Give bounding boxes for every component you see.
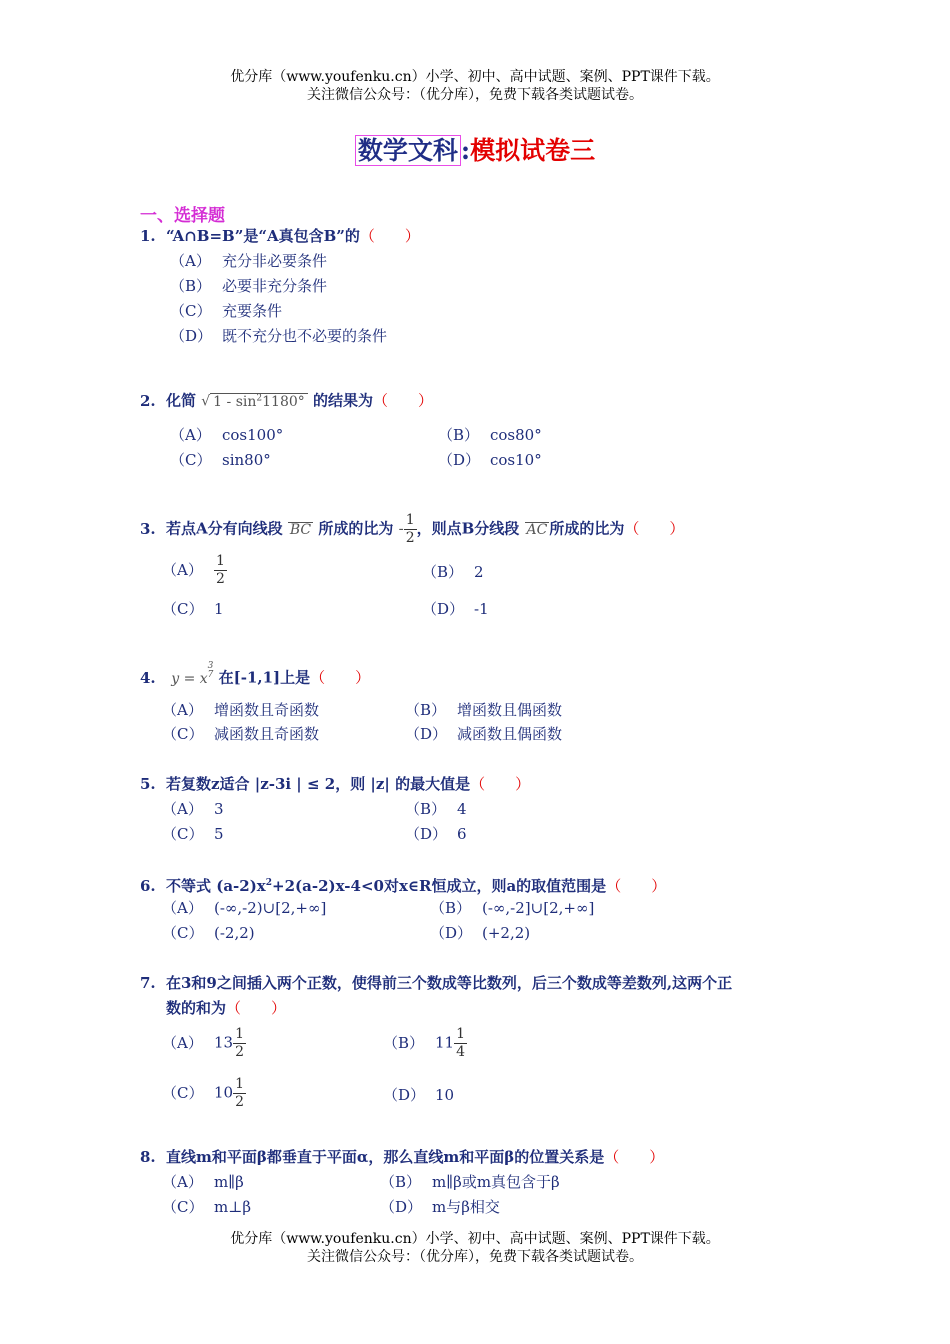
- option-b: [383, 1026, 467, 1061]
- option-a: [162, 799, 224, 819]
- option-label: （B）: [170, 277, 212, 295]
- exp-denominator: 7: [207, 670, 214, 680]
- option-d: [405, 824, 467, 844]
- answer-paren: （ ）: [310, 668, 371, 687]
- question-number: 6.: [140, 877, 156, 895]
- question-7: [140, 973, 732, 993]
- option-b: [430, 898, 594, 918]
- fraction: [233, 1076, 246, 1111]
- option-b: [422, 562, 484, 582]
- question-6: [140, 873, 666, 896]
- option-text: 减函数且偶函数: [457, 725, 563, 743]
- option-d: [438, 450, 542, 470]
- question-number: 2.: [140, 391, 156, 410]
- fraction: [404, 512, 417, 547]
- answer-paren: （ ）: [606, 877, 667, 895]
- question-8: [140, 1147, 664, 1167]
- question-text: 在[-1,1]上是: [218, 668, 311, 687]
- page-title: [0, 131, 950, 167]
- question-text: 不等式 (a-2)x: [166, 877, 266, 895]
- option-text: (-∞,-2)∪[2,+∞]: [214, 899, 327, 917]
- question-text: 所成的比为: [318, 519, 394, 538]
- option-label: （B）: [422, 563, 464, 581]
- question-number: 1.: [140, 227, 156, 245]
- option-label: （A）: [162, 899, 203, 917]
- option-label: （A）: [162, 701, 203, 719]
- answer-paren: （ ）: [226, 999, 287, 1017]
- page-header: [0, 68, 950, 104]
- option-label: （C）: [162, 725, 204, 743]
- option-text: m∥β或m真包含于β: [432, 1173, 560, 1191]
- option-label: （A）: [162, 560, 203, 579]
- option-text: 既不充分也不必要的条件: [222, 327, 388, 345]
- question-text: ，则点B分线段: [416, 519, 520, 538]
- denominator: 2: [216, 571, 225, 587]
- exp-numerator: 3: [207, 661, 214, 671]
- option-text: 4: [457, 800, 467, 818]
- option-c: [162, 824, 224, 844]
- fraction: [233, 1026, 246, 1061]
- option-c: [170, 450, 271, 470]
- option-text: m⊥β: [214, 1198, 252, 1216]
- mixed-whole: 11: [435, 1033, 455, 1052]
- question-number: 3.: [140, 519, 156, 538]
- question-1: [140, 226, 420, 246]
- footer-line-1: 优分库（www.youfenku.cn）小学、初中、高中试题、案例、PPT课件下载。: [230, 1231, 720, 1247]
- option-d: [422, 599, 489, 619]
- question-text: 化简: [166, 391, 197, 410]
- fraction: [214, 553, 227, 588]
- option-label: （C）: [170, 451, 212, 469]
- option-a: [170, 425, 283, 445]
- option-text: 10: [435, 1086, 455, 1104]
- option-c: [162, 599, 224, 619]
- section-heading: 一、选择题: [140, 206, 225, 226]
- option-text: m与β相交: [432, 1198, 500, 1216]
- mixed-whole: 10: [214, 1083, 234, 1102]
- page-footer: [0, 1230, 950, 1266]
- title-exam: 模拟试卷三: [470, 136, 596, 165]
- option-text: m∥β: [214, 1173, 244, 1191]
- option-text: 1: [214, 600, 224, 618]
- answer-paren: （ ）: [624, 519, 685, 538]
- expr-part: 1180°: [262, 393, 305, 410]
- option-text: 2: [474, 563, 484, 581]
- question-text: 的结果为: [313, 391, 374, 410]
- option-label: （B）: [405, 701, 447, 719]
- question-number: 5.: [140, 775, 156, 793]
- title-colon: :: [460, 136, 471, 165]
- question-2: [140, 388, 433, 412]
- option-label: （B）: [405, 800, 447, 818]
- header-line-1: 优分库（www.youfenku.cn）小学、初中、高中试题、案例、PPT课件下载。: [230, 69, 720, 85]
- option-c: [162, 724, 319, 744]
- answer-paren: （ ）: [359, 227, 420, 245]
- power-expression: [171, 661, 214, 687]
- option-text: 必要非充分条件: [222, 277, 328, 295]
- numerator: 1: [405, 512, 415, 528]
- option-label: （C）: [170, 302, 212, 320]
- option-label: （A）: [162, 800, 203, 818]
- question-4: [140, 662, 370, 689]
- question-text: 所成的比为: [549, 519, 625, 538]
- numerator: 1: [235, 1076, 245, 1092]
- option-a: [170, 251, 327, 271]
- option-b: [380, 1172, 560, 1192]
- denominator: 2: [405, 530, 415, 546]
- option-c: [162, 1197, 251, 1217]
- question-text: “A∩B=B”是“A真包含B”的: [166, 227, 360, 245]
- option-label: （B）: [383, 1033, 425, 1052]
- option-a: [162, 553, 227, 588]
- question-text: 若点A分有向线段: [166, 519, 283, 538]
- option-label: （C）: [162, 924, 204, 942]
- option-d: [170, 326, 387, 346]
- option-c: [162, 1076, 246, 1111]
- question-number: 8.: [140, 1148, 156, 1166]
- question-3: [140, 512, 684, 547]
- option-c: [162, 923, 255, 943]
- option-text: 3: [214, 800, 224, 818]
- option-b: [405, 799, 467, 819]
- answer-paren: （ ）: [470, 775, 531, 793]
- numerator: 1: [216, 553, 225, 569]
- option-label: （B）: [438, 426, 480, 444]
- header-line-2: 关注微信公众号：（优分库），免费下载各类试题试卷。: [307, 87, 643, 103]
- question-number: 4.: [140, 668, 156, 687]
- option-label: （D）: [170, 327, 213, 345]
- mixed-whole: 13: [214, 1033, 234, 1052]
- question-7-line-2: [166, 998, 286, 1018]
- denominator: 2: [235, 1094, 245, 1110]
- option-c: [170, 301, 282, 321]
- expr-sup: 2: [256, 393, 263, 403]
- vector-bc: BC: [289, 521, 312, 538]
- option-text: (-∞,-2]∪[2,+∞]: [482, 899, 595, 917]
- answer-paren: （ ）: [373, 391, 434, 410]
- option-label: （D）: [438, 451, 481, 469]
- option-label: （D）: [422, 600, 465, 618]
- option-label: （C）: [162, 1083, 204, 1102]
- fraction: [454, 1026, 467, 1061]
- option-label: （A）: [162, 1173, 203, 1191]
- option-text: 5: [214, 825, 224, 843]
- expr-base: y = x: [171, 670, 208, 687]
- option-label: （B）: [380, 1173, 422, 1191]
- option-text: cos10°: [490, 451, 542, 469]
- question-text: 在3和9之间插入两个正数，使得前三个数成等比数列，后三个数成等差数列,这两个正: [166, 974, 733, 992]
- option-label: （C）: [162, 600, 204, 618]
- option-a: [162, 898, 326, 918]
- option-b: [170, 276, 327, 296]
- option-label: （D）: [380, 1198, 423, 1216]
- option-label: （C）: [162, 825, 204, 843]
- option-d: [405, 724, 562, 744]
- option-a: [162, 700, 319, 720]
- option-text: 充分非必要条件: [222, 252, 328, 270]
- option-a: [162, 1172, 244, 1192]
- option-label: （A）: [170, 252, 211, 270]
- superscript: 2: [265, 878, 273, 888]
- option-label: （D）: [430, 924, 473, 942]
- option-text: -1: [474, 600, 489, 618]
- option-d: [430, 923, 530, 943]
- vector-ac: AC: [526, 521, 548, 538]
- option-text: cos100°: [222, 426, 284, 444]
- numerator: 1: [235, 1026, 245, 1042]
- option-text: (+2,2): [482, 924, 531, 942]
- option-text: 6: [457, 825, 467, 843]
- expr-part: 1 - sin: [213, 393, 257, 410]
- option-text: 增函数且偶函数: [457, 701, 563, 719]
- option-a: [162, 1026, 246, 1061]
- question-text: 数的和为: [166, 999, 227, 1017]
- option-label: （C）: [162, 1198, 204, 1216]
- option-label: （B）: [430, 899, 472, 917]
- option-label: （D）: [405, 825, 448, 843]
- denominator: 4: [456, 1044, 466, 1060]
- option-b: [438, 425, 542, 445]
- question-text: 直线m和平面β都垂直于平面α，那么直线m和平面β的位置关系是: [166, 1148, 605, 1166]
- numerator: 1: [456, 1026, 466, 1042]
- option-text: 充要条件: [222, 302, 283, 320]
- option-text: cos80°: [490, 426, 542, 444]
- footer-line-2: 关注微信公众号：（优分库），免费下载各类试题试卷。: [307, 1249, 643, 1265]
- option-label: （D）: [383, 1086, 426, 1104]
- option-text: 减函数且奇函数: [214, 725, 320, 743]
- answer-paren: （ ）: [604, 1148, 665, 1166]
- option-d: [380, 1197, 500, 1217]
- option-label: （A）: [170, 426, 211, 444]
- option-label: （A）: [162, 1033, 203, 1052]
- title-subject: 数学文科: [355, 135, 461, 166]
- denominator: 2: [235, 1044, 245, 1060]
- option-d: [383, 1085, 454, 1105]
- option-text: sin80°: [222, 451, 271, 469]
- question-number: 7.: [140, 974, 156, 992]
- option-text: 增函数且奇函数: [214, 701, 320, 719]
- question-text: +2(a-2)x-4<0对x∈R恒成立，则a的取值范围是: [272, 877, 607, 895]
- question-text: 若复数z适合 |z-3i | ≤ 2，则 |z| 的最大值是: [166, 775, 471, 793]
- question-5: [140, 774, 530, 794]
- sqrt-expression: √ $1 - \sin^21180^\circ$: [201, 388, 308, 412]
- minus-sign: -: [398, 519, 404, 538]
- option-label: （D）: [405, 725, 448, 743]
- option-text: (-2,2): [214, 924, 255, 942]
- option-b: [405, 700, 562, 720]
